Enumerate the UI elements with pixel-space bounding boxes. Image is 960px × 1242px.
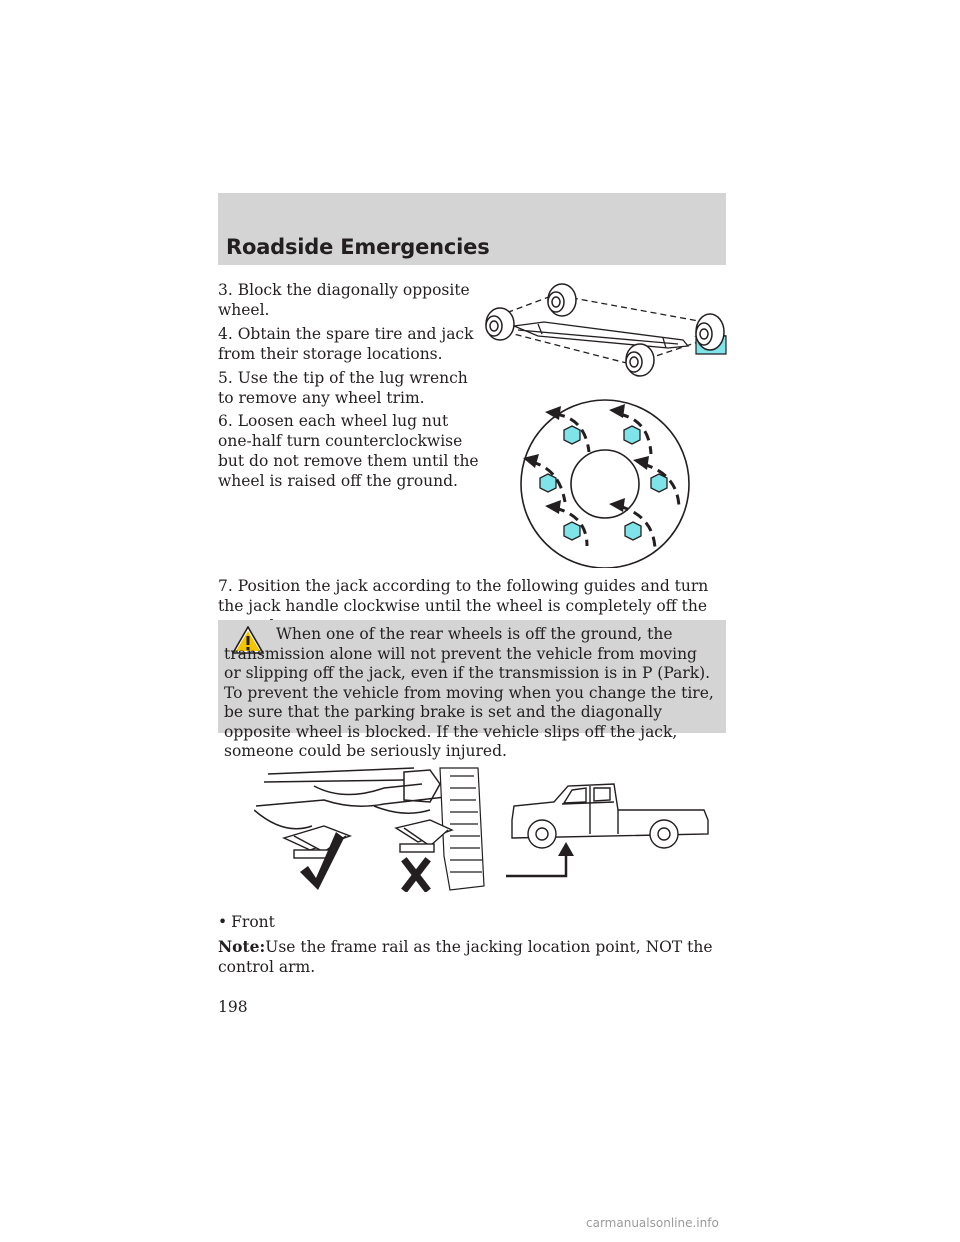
bullet-text: Front: [231, 913, 275, 931]
step-3: 3. Block the diagonally opposite wheel.: [218, 281, 470, 319]
step-5: 5. Use the tip of the lug wrench to remove any wheel trim.: [218, 369, 468, 407]
truck-jack-point-diagram: [502, 776, 714, 880]
blocked-wheel-diagram: [478, 282, 730, 382]
warning-box: [218, 620, 726, 760]
lug-nut-pattern-diagram: [515, 396, 695, 568]
note: [218, 937, 726, 977]
page-number: 198: [218, 998, 248, 1016]
x-mark-icon: [406, 862, 426, 888]
step-4: 4. Obtain the spare tire and jack from their storage locations.: [218, 325, 474, 363]
jack-position-diagram: [254, 766, 490, 892]
section-title: Roadside Emergencies: [226, 235, 490, 259]
section-header: [218, 193, 726, 265]
note-text: Use the frame rail as the jacking location point, NOT the control arm.: [218, 938, 713, 976]
note-label: Note:: [218, 937, 266, 956]
step-6: 6. Loosen each wheel lug nut one-half turn counterclockwise but do not remove them until the wheel is raised off the ground.: [218, 412, 479, 490]
bullet-front: [218, 913, 275, 931]
watermark: carmanualsonline.info: [586, 1216, 719, 1230]
bullet-symbol: •: [218, 913, 228, 931]
step-7: 7. Position the jack according to the following guides and turn the jack handle clockwise until the wheel is completely off the: [218, 577, 709, 615]
warning-text: When one of the rear wheels is off the ground, the transmission alone will not prevent the vehicle from moving or slipping off the jack, even if the transmission is in P (Park). To prevent the vehicle from moving when you change the tire, be sure that the parking brake is set and the diagonally opposite wheel is blocked. If the vehicle slips off the jack, someone could be seriously injured.: [224, 625, 714, 760]
